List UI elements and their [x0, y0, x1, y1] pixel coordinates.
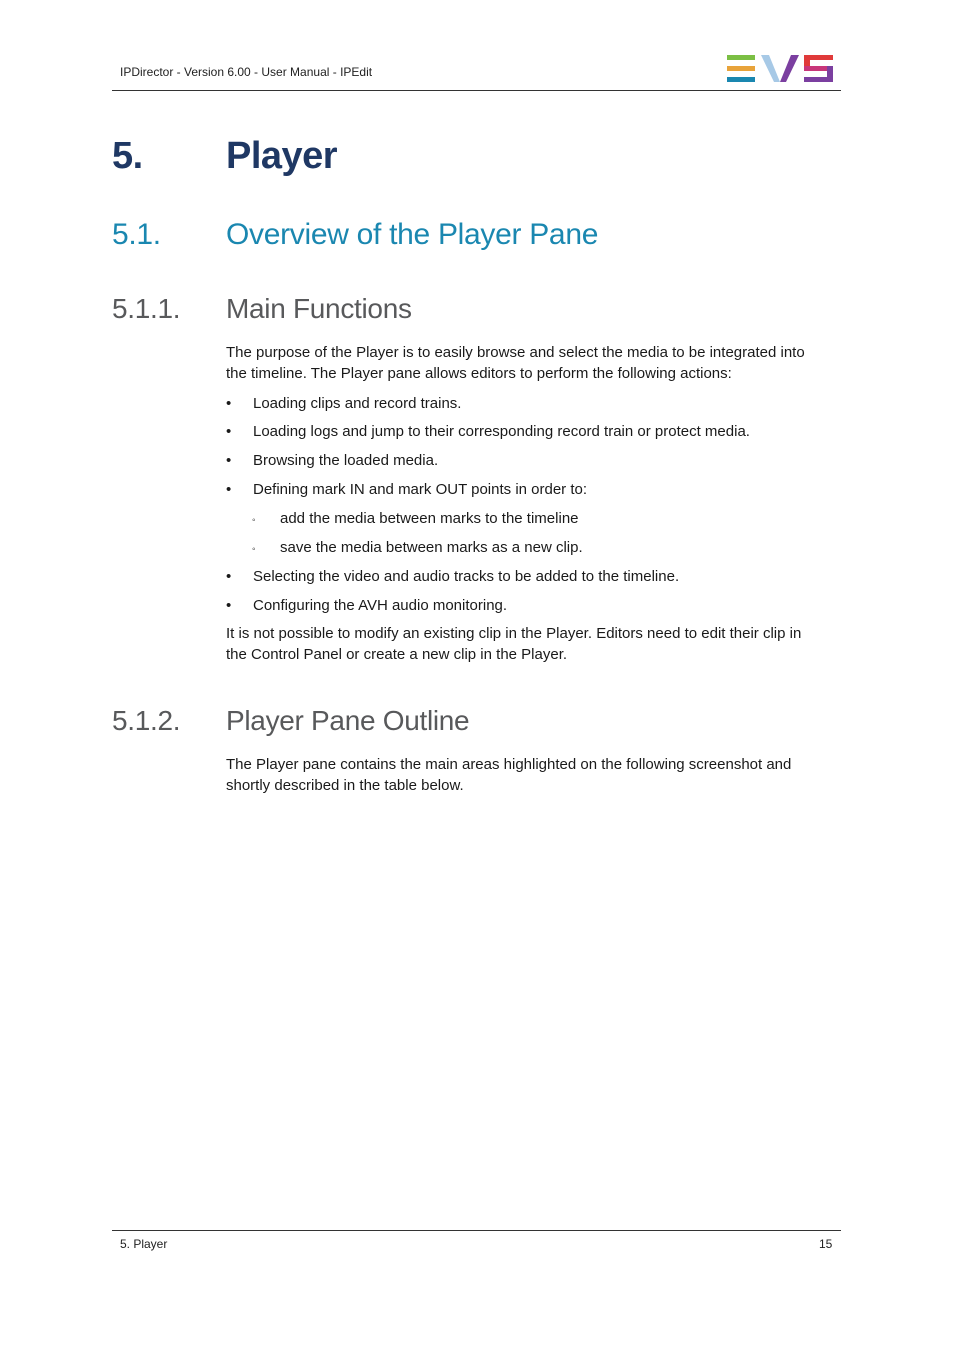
logo-e-bar-2 — [727, 66, 755, 71]
list-item-text: Configuring the AVH audio monitoring. — [253, 597, 508, 614]
section-title: Overview of the Player Pane — [226, 218, 599, 251]
logo-e-bar-1 — [727, 55, 755, 60]
logo-v-left — [761, 55, 780, 82]
subsection-1-title: Main Functions — [226, 293, 412, 324]
list-item-text: Browsing the loaded media. — [253, 452, 439, 469]
bullet-glyph: • — [226, 452, 232, 469]
running-header-title: IPDirector - Version 6.00 - User Manual - IPEdit — [120, 65, 373, 79]
evs-logo — [727, 55, 835, 82]
note-paragraph — [226, 624, 826, 665]
bullet-glyph: • — [226, 423, 232, 440]
bullet-glyph: • — [226, 597, 232, 614]
sub-bullet-glyph: ◦ — [252, 515, 256, 526]
subsection-1-number: 5.1.1. — [112, 293, 181, 324]
note-line-2: the Control Panel or create a new clip in the Player. — [226, 645, 568, 663]
subsection-2-number: 5.1.2. — [112, 705, 181, 736]
sub-bullet-glyph: ◦ — [252, 544, 256, 555]
list-item-text: Loading clips and record trains. — [253, 395, 462, 412]
intro-paragraph — [226, 343, 826, 384]
logo-v-right — [780, 55, 799, 82]
outline-line-2: shortly described in the table below. — [226, 776, 464, 794]
bullet-glyph: • — [226, 568, 232, 585]
sub-list-item-text: save the media between marks as a new clip. — [280, 539, 583, 556]
note-line-1: It is not possible to modify an existing clip in the Player. Editors need to edit their clip in — [226, 625, 802, 642]
header-divider — [112, 90, 841, 91]
sub-list-item-text: add the media between marks to the timeline — [280, 510, 579, 527]
chapter-number: 5. — [112, 135, 143, 177]
intro-line-1: The purpose of the Player is to easily browse and select the media to be integrated into — [226, 344, 805, 361]
outline-paragraph — [226, 755, 826, 796]
outline-line-1: The Player pane contains the main areas highlighted on the following screenshot and — [226, 756, 792, 773]
intro-line-2: the timeline. The Player pane allows editors to perform the following actions: — [226, 364, 732, 382]
logo-s-bottom — [804, 77, 833, 82]
bullet-glyph: • — [226, 395, 232, 412]
page-number: 15 — [819, 1237, 833, 1251]
list-item-text: Defining mark IN and mark OUT points in order to: — [253, 481, 588, 498]
section-number: 5.1. — [112, 218, 161, 251]
bullet-glyph: • — [226, 481, 232, 498]
logo-e-bar-3 — [727, 77, 755, 82]
list-item-text: Selecting the video and audio tracks to be added to the timeline. — [253, 568, 680, 585]
footer-chapter-label: 5. Player — [120, 1237, 168, 1251]
footer-divider — [112, 1230, 841, 1231]
list-item-text: Loading logs and jump to their corresponding record train or protect media. — [253, 423, 750, 440]
subsection-2-title: Player Pane Outline — [226, 705, 470, 736]
chapter-title: Player — [226, 135, 338, 177]
